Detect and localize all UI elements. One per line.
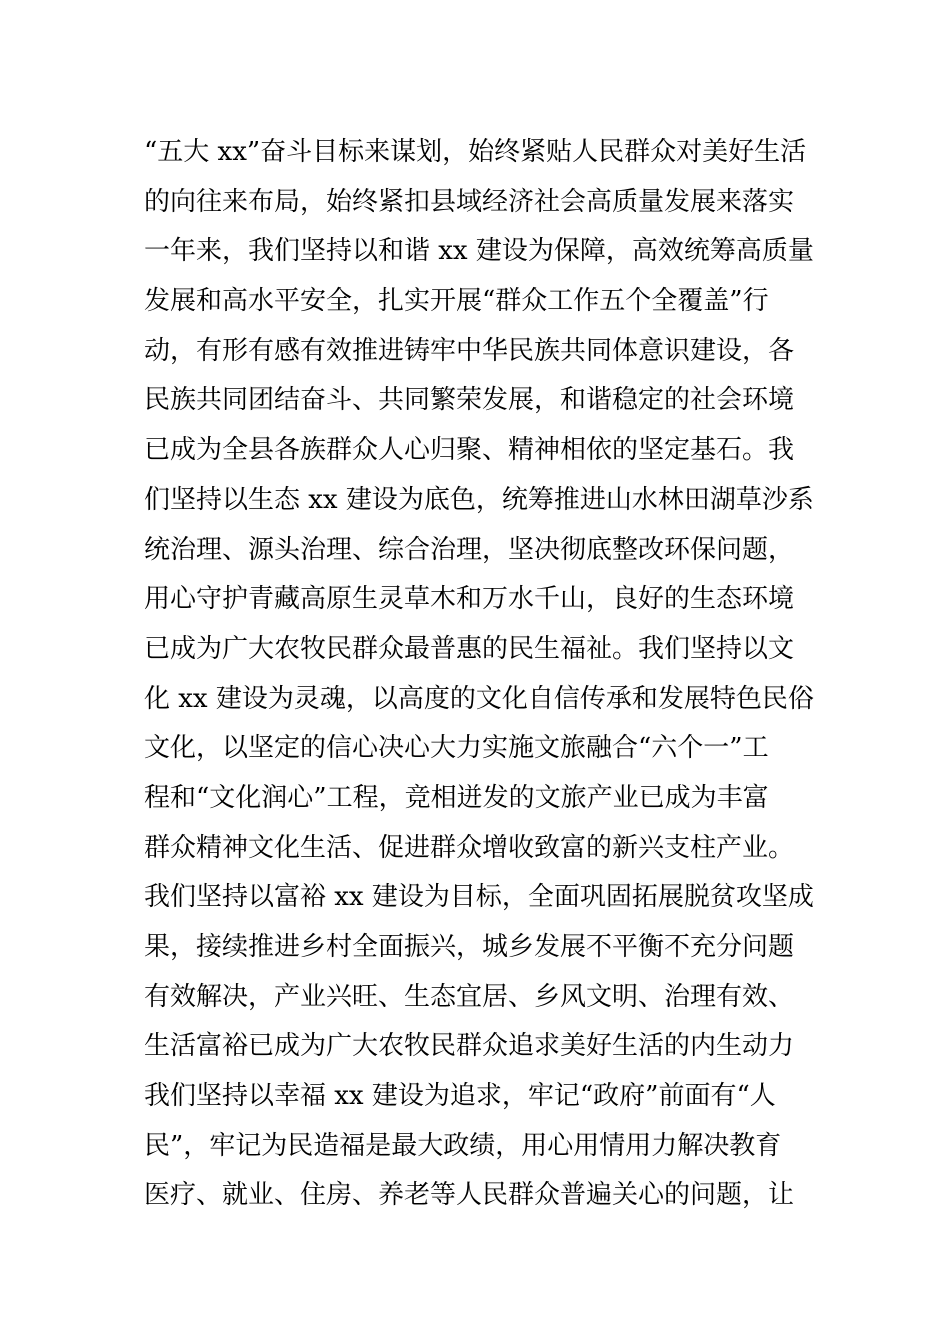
- text-line: 医疗、就业、住房、养老等人民群众普遍关心的问题，让: [144, 1180, 795, 1211]
- text-line: 果，接续推进乡村全面振兴，城乡发展不平衡不充分问题: [144, 932, 795, 962]
- text-line: 程和“文化润心”工程，竞相迸发的文旅产业已成为丰富: [144, 782, 769, 813]
- text-line: 有效解决，产业兴旺、生态宜居、乡风文明、治理有效、: [144, 981, 795, 1012]
- text-line: 民族共同团结奋斗、共同繁荣发展，和谐稳定的社会环境: [144, 385, 795, 416]
- text-line: 文化，以坚定的信心决心大力实施文旅融合“六个一”工: [144, 733, 769, 764]
- text-line: 民”，牢记为民造福是最大政绩，用心用情用力解决教育: [144, 1130, 782, 1161]
- text-line: 用心守护青藏高原生灵草木和万水千山，良好的生态环境: [144, 584, 795, 615]
- text-line: 已成为全县各族群众人心归聚、精神相依的坚定基石。我: [144, 435, 795, 466]
- text-line: 化 xx 建设为灵魂，以高度的文化自信传承和发展特色民俗: [144, 683, 814, 714]
- body-text: [144, 128, 824, 1221]
- text-line: “五大 xx”奋斗目标来谋划，始终紧贴人民群众对美好生活: [144, 137, 807, 167]
- text-line: 们坚持以生态 xx 建设为底色，统筹推进山水林田湖草沙系: [144, 484, 814, 515]
- text-line: 一年来，我们坚持以和谐 xx 建设为保障，高效统筹高质量: [144, 236, 814, 267]
- text-line: 已成为广大农牧民群众最普惠的民生福祉。我们坚持以文: [144, 633, 795, 664]
- text-line: 统治理、源头治理、综合治理，坚决彻底整改环保问题，: [144, 534, 795, 565]
- text-line: 我们坚持以富裕 xx 建设为目标，全面巩固拓展脱贫攻坚成: [144, 882, 814, 913]
- text-line: 动，有形有感有效推进铸牢中华民族共同体意识建设，各: [144, 335, 795, 366]
- text-line: 我们坚持以幸福 xx 建设为追求，牢记“政府”前面有“人: [144, 1081, 776, 1112]
- text-line: 的向往来布局，始终紧扣县域经济社会高质量发展来落实: [144, 186, 795, 217]
- text-line: 生活富裕已成为广大农牧民群众追求美好生活的内生动力: [144, 1031, 795, 1062]
- text-line: 发展和高水平安全，扎实开展“群众工作五个全覆盖”行: [144, 286, 769, 317]
- text-line: 群众精神文化生活、促进群众增收致富的新兴支柱产业。: [144, 832, 795, 863]
